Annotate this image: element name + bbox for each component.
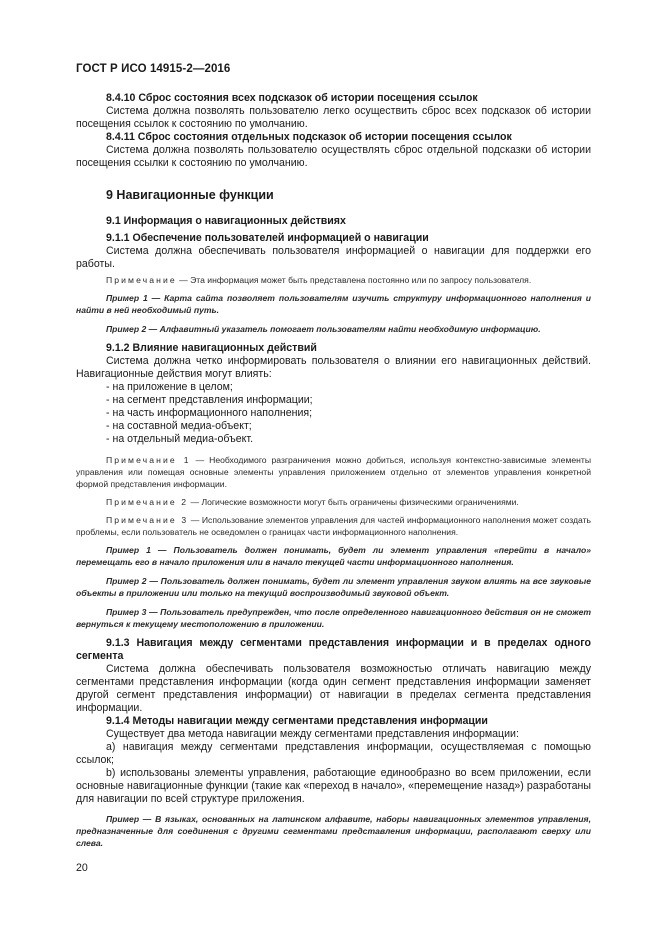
heading-9-1-4: 9.1.4 Методы навигации между сегментами представления информации	[106, 715, 488, 727]
example-9-1-4: Пример — В языках, основанных на латинском алфавите, наборы навигационных элементов управления, предназначенные для соединения с другими сегментами представления информации, располагают сверху или слева.	[76, 814, 591, 848]
note-9-1-1	[76, 274, 591, 286]
note-9-1-2-1	[76, 454, 591, 490]
paragraph-9-1-1: Система должна обеспечивать пользователя информацией о навигации для поддержки его работы.	[76, 245, 591, 270]
note-text: — Необходимого разграничения можно добиться, используя контекстно-зависимые элементы управления или помещая основные элементы управления приложением отдельно от элементов управления конкретной формой представления информации.	[76, 455, 592, 489]
example-9-1-2-3: Пример 3 — Пользователь предупрежден, что после определенного навигационного действия он не сможет вернуться к текущему местоположению в приложении.	[76, 607, 591, 629]
document-body	[76, 92, 591, 856]
paragraph-9-1-4: Существует два метода навигации между сегментами представления информации:	[106, 728, 519, 740]
heading-9-1-2: 9.1.2 Влияние навигационных действий	[106, 342, 317, 354]
list-item-b: b) использованы элементы управления, работающие единообразно во всем приложении, если основные навигационные функции (такие как «переход в начало», «перемещение назад») разработаны для навигации по всей структуре приложения.	[76, 767, 591, 805]
paragraph-8-4-10: Система должна позволять пользователю легко осуществить сброс всех подсказок об истории посещения ссылок к состоянию по умолчанию.	[76, 105, 591, 130]
note-text: — Эта информация может быть представлена постоянно или по запросу пользователя.	[176, 275, 532, 285]
note-label: Примечание	[106, 275, 177, 285]
note-text: — Использование элементов управления для частей информационного наполнения может создать проблемы, если пользователь не осведомлен о границах части информационного наполнения.	[76, 515, 592, 537]
list-item: - на приложение в целом;	[106, 381, 233, 393]
list-item: - на составной медиа-объект;	[106, 420, 252, 432]
document-header: ГОСТ Р ИСО 14915-2—2016	[76, 63, 231, 75]
note-text: — Логические возможности могут быть ограничены физическими ограничениями.	[188, 497, 519, 507]
list-item: - на отдельный медиа-объект.	[106, 433, 254, 445]
heading-9: 9 Навигационные функции	[106, 188, 274, 202]
example-9-1-1-2: Пример 2 — Алфавитный указатель помогает пользователям найти необходимую информацию.	[106, 324, 541, 334]
list-item: - на сегмент представления информации;	[106, 394, 313, 406]
paragraph-9-1-3: Система должна обеспечивать пользователя возможностью отличать навигацию между сегментами представления информации (когда один сегмент представления информации заменяет другой сегмент представления информации) от навигации в пределах сегмента представления информации.	[76, 663, 591, 714]
example-9-1-1-1: Пример 1 — Карта сайта позволяет пользователям изучить структуру информационного наполнения и найти в ней необходимый путь.	[76, 293, 591, 315]
heading-9-1: 9.1 Информация о навигационных действиях	[106, 215, 346, 227]
heading-8-4-11: 8.4.11 Сброс состояния отдельных подсказок об истории посещения ссылок	[106, 131, 512, 143]
note-9-1-2-2	[76, 496, 591, 508]
example-9-1-2-1: Пример 1 — Пользователь должен понимать, будет ли элемент управления «перейти в начало» перемещать его в начало приложения или в начало текущей части информационного наполнения.	[76, 545, 591, 567]
heading-9-1-1: 9.1.1 Обеспечение пользователей информацией о навигации	[106, 232, 429, 244]
note-label: Примечание 1	[106, 455, 191, 465]
example-9-1-2-2: Пример 2 — Пользователь должен понимать, будет ли элемент управления звуком влиять на все звуковые объекты в приложении или только на текущий воспроизводимый звуковой объект.	[76, 576, 591, 598]
list-item: - на часть информационного наполнения;	[106, 407, 313, 419]
heading-8-4-10: 8.4.10 Сброс состояния всех подсказок об истории посещения ссылок	[106, 92, 478, 104]
page-number: 20	[76, 862, 88, 874]
list-item-a: а) навигация между сегментами представления информации, осуществляемая с помощью ссылок;	[76, 741, 591, 766]
paragraph-8-4-11: Система должна позволять пользователю осуществлять сброс отдельной подсказки об истории посещения ссылки к состоянию по умолчанию.	[76, 144, 591, 169]
paragraph-9-1-2: Система должна четко информировать пользователя о влиянии его навигационных действий. Навигационные действия могут влиять:	[76, 355, 591, 380]
heading-9-1-3: 9.1.3 Навигация между сегментами представления информации и в пределах одного сегмента	[76, 637, 591, 662]
note-9-1-2-3	[76, 514, 591, 538]
note-label: Примечание 2	[106, 497, 189, 507]
note-label: Примечание 3	[106, 515, 189, 525]
